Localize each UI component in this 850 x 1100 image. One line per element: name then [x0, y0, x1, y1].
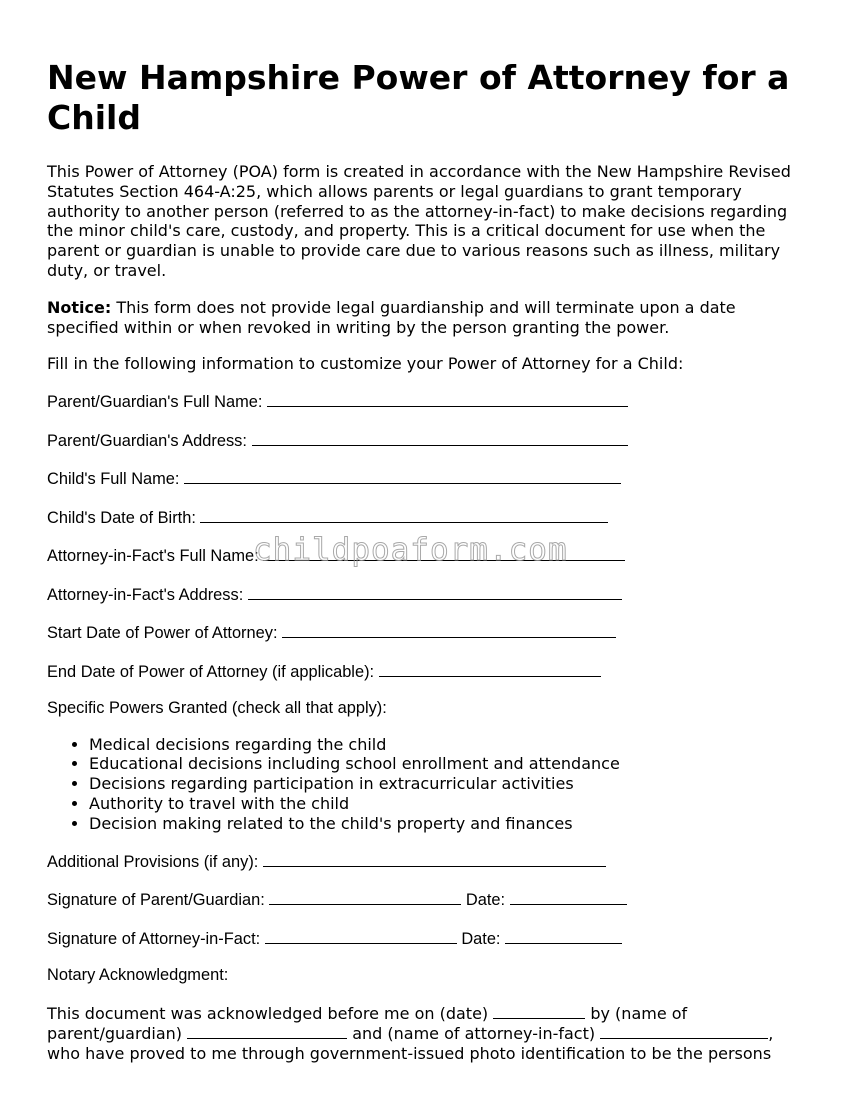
- parent-name-field: [47, 391, 807, 412]
- attorney-address-label: Attorney-in-Fact's Address:: [47, 585, 244, 604]
- child-dob-field: [47, 507, 807, 528]
- parent-address-label: Parent/Guardian's Address:: [47, 431, 247, 450]
- parent-signature-blank[interactable]: [269, 889, 461, 905]
- powers-list: [47, 735, 807, 834]
- list-item: • Decisions regarding participation in extracurricular activities: [89, 774, 807, 794]
- parent-name-label: Parent/Guardian's Full Name:: [47, 393, 263, 412]
- page-title: New Hampshire Power of Attorney for a Child: [47, 58, 790, 137]
- attorney-name-blank[interactable]: [263, 545, 625, 561]
- instructions-text: Fill in the following information to customize your Power of Attorney for a Child:: [47, 354, 684, 374]
- child-dob-label: Child's Date of Birth:: [47, 508, 196, 527]
- notary-text-parent: by (name of parent/guardian): [47, 1003, 688, 1044]
- notice-paragraph: [47, 298, 807, 338]
- notary-parent-blank[interactable]: [187, 1023, 347, 1039]
- notary-text-attorney: and (name of attorney-in-fact): [352, 1024, 596, 1044]
- attorney-signature-label: Signature of Attorney-in-Fact:: [47, 929, 261, 948]
- attorney-signature-field: [47, 928, 807, 949]
- attorney-name-label: Attorney-in-Fact's Full Name:: [47, 547, 259, 566]
- list-item: • Educational decisions including school enrollment and attendance: [89, 754, 807, 774]
- parent-address-blank[interactable]: [252, 430, 628, 446]
- notary-date-blank[interactable]: [493, 1003, 585, 1019]
- watermark: childpoaform.com: [253, 532, 568, 568]
- attorney-date-blank[interactable]: [505, 928, 622, 944]
- list-item: • Authority to travel with the child: [89, 794, 807, 814]
- parent-signature-field: [47, 889, 807, 910]
- additional-provisions-label: Additional Provisions (if any):: [47, 852, 259, 871]
- child-dob-blank[interactable]: [200, 507, 608, 523]
- document-page: [47, 58, 807, 1081]
- start-date-blank[interactable]: [282, 622, 616, 638]
- parent-name-blank[interactable]: [267, 391, 628, 407]
- notary-text-identification: , who have proved to me through government-issued photo identification to be the persons: [47, 1024, 774, 1064]
- notary-paragraph: [47, 1003, 807, 1064]
- child-name-label: Child's Full Name:: [47, 470, 180, 489]
- notary-attorney-blank[interactable]: [600, 1023, 768, 1039]
- parent-date-blank[interactable]: [510, 889, 627, 905]
- attorney-name-field: [47, 545, 807, 566]
- child-name-field: [47, 468, 807, 489]
- attorney-signature-blank[interactable]: [265, 928, 457, 944]
- end-date-field: [47, 661, 807, 682]
- end-date-blank[interactable]: [379, 661, 601, 677]
- start-date-label: Start Date of Power of Attorney:: [47, 624, 278, 643]
- attorney-address-field: [47, 584, 807, 605]
- notary-text-date: This document was acknowledged before me on (date): [47, 1003, 489, 1023]
- attorney-date-label: Date:: [461, 929, 501, 948]
- notary-heading: Notary Acknowledgment:: [47, 966, 229, 985]
- additional-provisions-field: [47, 851, 807, 872]
- notice-label: Notice:: [47, 297, 112, 317]
- powers-heading: Specific Powers Granted (check all that apply):: [47, 699, 387, 718]
- notice-text: This form does not provide legal guardianship and will terminate upon a date specified within or when revoked in writing by the person granting the power.: [47, 297, 736, 337]
- attorney-address-blank[interactable]: [248, 584, 622, 600]
- parent-address-field: [47, 430, 807, 451]
- intro-paragraph: This Power of Attorney (POA) form is created in accordance with the New Hampshire Revised Statutes Section 464-A:25, which allows parents or legal guardians to grant temporary authority to another person (referred to as the attorney-in-fact) to make decisions regarding the minor child's care, custody, and property. This is a critical document for use when the parent or guardian is unable to provide care due to various reasons such as illness, military duty, or travel.: [47, 162, 791, 280]
- start-date-field: [47, 622, 807, 643]
- parent-signature-label: Signature of Parent/Guardian:: [47, 891, 265, 910]
- end-date-label: End Date of Power of Attorney (if applicable):: [47, 662, 375, 681]
- parent-date-label: Date:: [465, 891, 506, 910]
- child-name-blank[interactable]: [184, 468, 621, 484]
- additional-provisions-blank[interactable]: [263, 851, 606, 867]
- list-item: • Decision making related to the child's property and finances: [89, 814, 807, 834]
- list-item: • Medical decisions regarding the child: [89, 735, 807, 755]
